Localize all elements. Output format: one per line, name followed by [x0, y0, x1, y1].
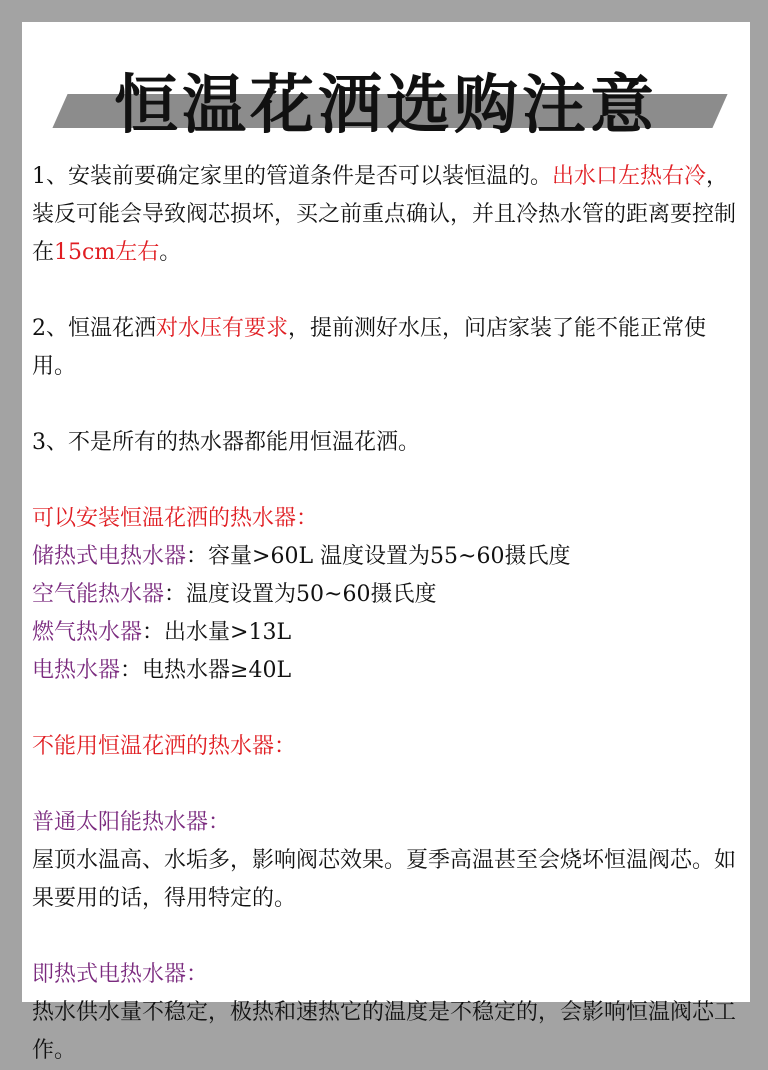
- highlight-text: 出水口左热右冷: [552, 164, 707, 189]
- list-item: 电热水器：电热水器≥40L: [32, 658, 292, 683]
- paragraph-1: 1、安装前要确定家里的管道条件是否可以装恒温的。出水口左热右冷，装反可能会导致阀芯损坏，买之前重点确认，并且冷热水管的距离要控制在15cm左右。: [32, 164, 737, 265]
- subheading-instant: 即热式电热水器：: [32, 962, 209, 987]
- section-heading-incompatible: 不能用恒温花洒的热水器：: [32, 734, 297, 759]
- subheading-solar: 普通太阳能热水器：: [32, 810, 231, 835]
- article-body: [32, 158, 742, 1070]
- highlight-text: 对水压有要求: [156, 316, 289, 341]
- section-heading-compatible: 可以安装恒温花洒的热水器：: [32, 506, 319, 531]
- list-item: 燃气热水器：出水量>13L: [32, 620, 292, 645]
- paragraph-solar: 屋顶水温高、水垢多，影响阀芯效果。夏季高温甚至会烧坏恒温阀芯。如果要用的话，得用特定的。: [32, 848, 737, 911]
- title-banner: [22, 48, 750, 148]
- page-title: 恒温花洒选购注意: [114, 69, 658, 143]
- list-item: 储热式电热水器：容量>60L 温度设置为55~60摄氏度: [32, 544, 571, 569]
- paragraph-instant: 热水供水量不稳定，极热和速热它的温度是不稳定的，会影响恒温阀芯工作。: [32, 1000, 737, 1063]
- list-item: 空气能热水器：温度设置为50~60摄氏度: [32, 582, 437, 607]
- content-card: [22, 22, 750, 1063]
- paragraph-3: 3、不是所有的热水器都能用恒温花洒。: [32, 430, 420, 455]
- highlight-text: 15cm左右: [54, 240, 160, 265]
- paragraph-2: 2、恒温花洒对水压有要求，提前测好水压，问店家装了能不能正常使用。: [32, 316, 707, 379]
